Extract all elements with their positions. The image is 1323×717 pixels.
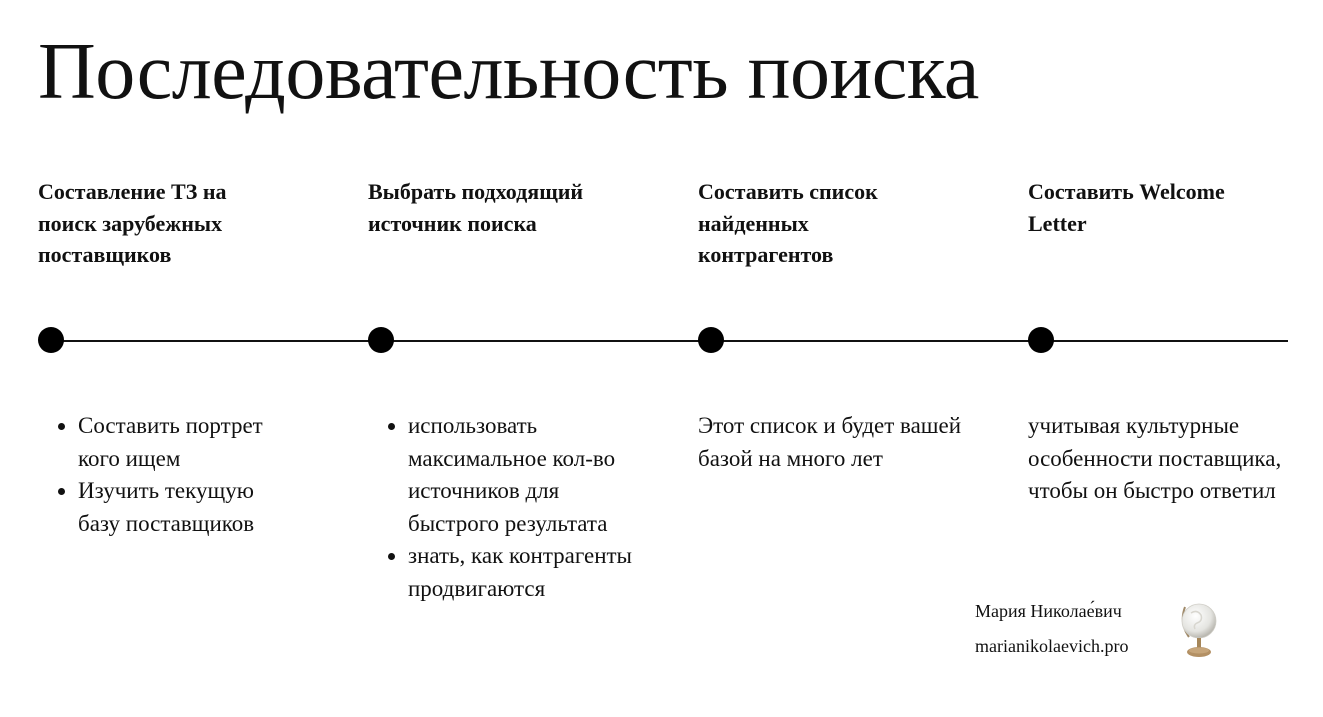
author-website: marianikolaevich.pro xyxy=(975,636,1129,656)
step-1-description xyxy=(38,410,298,540)
description-text: учитывая культурные особенности поставщика, чтобы он быстро ответил xyxy=(1028,413,1282,503)
step-title: Составление ТЗ на поиск зарубежных поставщиков xyxy=(38,179,227,267)
list-item: • знать, как контрагенты продвигаются xyxy=(408,540,633,605)
list-item: • использовать максимальное кол-во источников для быстрого результата xyxy=(408,410,633,540)
step-3-description xyxy=(698,410,963,475)
list-item: • Изучить текущую базу поставщиков xyxy=(78,475,298,540)
bullet-list xyxy=(368,410,633,605)
step-2-description xyxy=(368,410,633,605)
globe-icon xyxy=(1177,597,1223,659)
step-4-description xyxy=(1028,410,1293,508)
author-name: Мария Николае́вич xyxy=(975,601,1122,621)
step-title: Составить Welcome Letter xyxy=(1028,179,1225,236)
timeline-dot-1 xyxy=(38,327,64,353)
step-title: Составить список найденных контрагентов xyxy=(698,179,878,267)
description-text: Этот список и будет вашей базой на много лет xyxy=(698,413,962,471)
bullet-list xyxy=(38,410,298,540)
timeline-dot-4 xyxy=(1028,327,1054,353)
timeline-dot-2 xyxy=(368,327,394,353)
timeline-line xyxy=(50,340,1288,342)
step-4 xyxy=(1028,176,1288,239)
step-3 xyxy=(698,176,938,271)
list-item: • Составить портрет кого ищем xyxy=(78,410,298,475)
page-title: Последовательность поиска xyxy=(38,28,979,116)
step-1 xyxy=(38,176,288,271)
step-title: Выбрать подходящий источник поиска xyxy=(368,179,584,236)
step-2 xyxy=(368,176,593,239)
timeline-dot-3 xyxy=(698,327,724,353)
